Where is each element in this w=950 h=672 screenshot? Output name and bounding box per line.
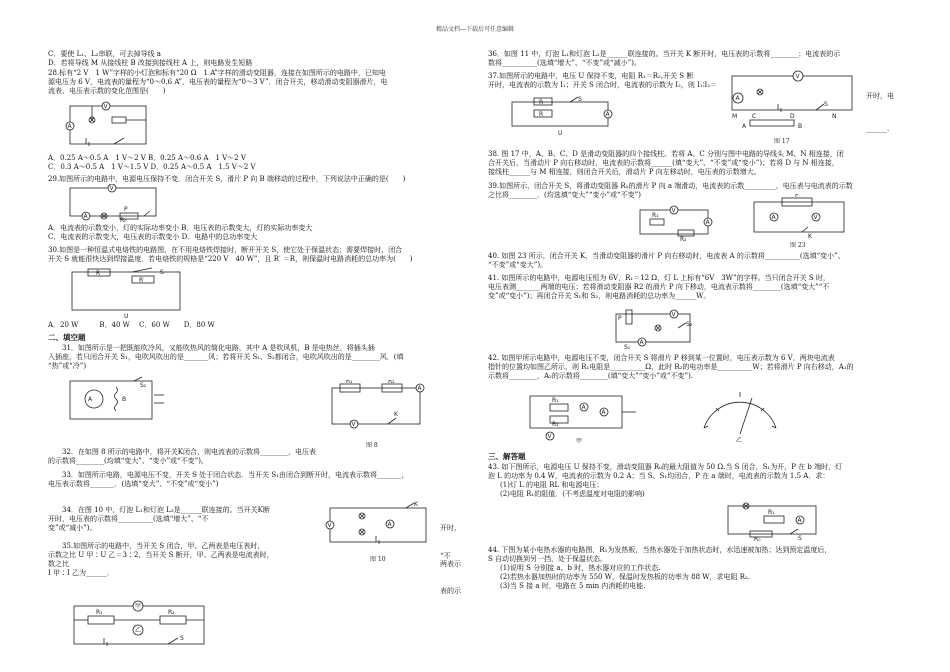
fig8-circuit-figure	[324, 380, 428, 436]
q43-line-1: 43. 如下图所示，电源电压 U 保持不变，滑动变阻器 R₀的最大阻值为 50 Ω.当 S 闭合，S₁为开，P 在 b 端时，灯	[488, 463, 843, 471]
q34-stem	[48, 506, 308, 533]
svg-text:S₂: S₂	[686, 321, 693, 328]
q30-line-1: 30.如图是一种恒温式电烙铁的电路图，在不用电烙铁焊接时，断开开关 S，使它处于保温状态；需要焊接时，闭合	[48, 246, 403, 254]
q41-circuit-figure	[608, 306, 698, 350]
svg-text:R₂: R₂	[388, 380, 395, 385]
q36-line-1: 36．如图 11 中，灯泡 L₁和灯泡 L₂是______联连接的。当开关 K 断开时，电压表的示数将________；电流表的示	[488, 50, 841, 58]
q29-options	[48, 224, 466, 242]
svg-text:甲: 甲	[135, 603, 142, 610]
svg-text:R₁: R₁	[652, 212, 659, 219]
q36-stem	[488, 50, 906, 68]
q42-stem	[488, 354, 906, 381]
svg-text:A: A	[601, 409, 606, 416]
q44-subquestion-3: (3)当 S 接 a 时，电路在 5 min 内消耗的电能.	[500, 582, 646, 591]
q27-options	[48, 50, 466, 68]
q35-tail-2: 表的示	[440, 587, 461, 596]
q32-stem	[48, 448, 466, 466]
svg-text:P: P	[618, 315, 622, 322]
q31-hairdryer-figure	[64, 375, 168, 427]
q37-circuit-figure	[506, 96, 616, 136]
svg-text:S: S	[578, 96, 582, 103]
q35-line-1: 35.如图所示的电路中，当开关 S 闭合，甲、乙两表是电压表时，	[48, 542, 265, 550]
q43-stem	[488, 463, 906, 499]
q28-circuit-figure	[62, 100, 152, 152]
svg-text:A: A	[581, 404, 586, 411]
q41-stem	[488, 274, 906, 301]
q37-tail	[866, 74, 894, 153]
q38-line-3: 接线柱______与 M 相连接，则闭合开关后，滑动片 P 向左移动时，电压表的示数增大。	[488, 168, 761, 177]
q30-options: A．20 W B．40 W C．60 W D．80 W	[48, 321, 215, 329]
q28-line-3: 流表、电压表示数的变化范围是( )	[48, 87, 166, 96]
svg-text:乙: 乙	[736, 437, 743, 444]
q34-line-3: 变”或“减小”)。	[48, 524, 97, 533]
svg-text:V: V	[103, 103, 108, 110]
svg-text:R₂: R₂	[168, 609, 175, 616]
q37-line-1: 37.如图所示的电路中，电压 U 保持不变，电阻 R₁＝R₂,开关 S 断	[488, 72, 694, 80]
svg-text:A: A	[605, 111, 610, 118]
svg-text:乙: 乙	[135, 627, 142, 634]
q40-stem	[488, 252, 906, 270]
q35-line-3: 数之比	[48, 560, 69, 569]
svg-text:A: A	[742, 123, 747, 130]
q37-tail-1: 开时，电	[866, 92, 894, 101]
q32-line-1: 32．在如图 8 所示的电路中，将开关K闭合，则电流表的示数将________，电压表	[48, 448, 317, 456]
q44-stem	[488, 546, 906, 591]
q32-line-2: 的示数将________(均填“变大”、“变小”或“不变”)。	[48, 457, 208, 466]
q43-subquestion-2: (2)电阻 R₁的阻值．(不考虑温度对电阻的影响)	[500, 490, 645, 499]
fig10-caption: 图 10	[370, 556, 386, 563]
page-header: 精品文档---下载后可任意编辑	[435, 26, 515, 33]
svg-text:M: M	[732, 113, 738, 120]
section-answer-questions: 三、解答题	[488, 452, 526, 461]
svg-text:A: A	[705, 219, 710, 226]
q44-line-2: S 自动切换到另一挡，处于保温状态。	[488, 555, 608, 564]
svg-text:A: A	[771, 214, 776, 221]
q33-line-1: 33．如图所示电路，电源电压不变，开关 S 处于闭合状态．当开关 S₁由闭合到断开时，电流表示数将_______，	[48, 471, 409, 479]
q28-options-ab: A．0.25 A～0.5 A 1 V～2 V B．0.25 A～0.6 A 1 V～2 V	[48, 154, 246, 162]
svg-text:K: K	[414, 501, 418, 508]
svg-text:V: V	[813, 214, 818, 221]
svg-text:V: V	[351, 421, 356, 428]
q41-line-1: 41. 如图所示的电路中，电源电压恒为 6V，R₁＝12 Ω，灯 L 上标有“6V 3W”的字样。当只闭合开关 S 时，	[488, 274, 830, 282]
svg-text:R₁: R₁	[552, 397, 559, 404]
svg-text:A: A	[735, 95, 740, 102]
q35-stem	[48, 542, 308, 578]
svg-text:R₁: R₁	[768, 509, 775, 516]
q42-line-2: 指针的位置均如图乙所示，则 R₁电阻是__________Ω，此时 R₂的电功率是__________W；若将滑片 P 向右移动，A₁的	[488, 363, 854, 372]
q36-line-2: 数将__________(选填“增大”、“不变”或“减小”)。	[488, 59, 641, 68]
q33-line-2: 电压表示数将_______．(选填“变大”、“不变”或“变小”)	[48, 480, 219, 489]
q34-tail-1: 开时，	[440, 524, 461, 533]
svg-text:S₁: S₁	[624, 344, 631, 350]
svg-text:P: P	[795, 194, 799, 199]
q35-line-4: I 甲∶I 乙为______．	[48, 569, 114, 578]
q31-line-1: 31．如图所示是一把既能吹冷风，又能吹热风的简化电路，其中 A 是吹风机，B 是电热丝．将插头插	[48, 344, 375, 352]
q38-stem	[488, 150, 906, 177]
svg-text:V: V	[547, 433, 552, 440]
svg-text:A: A	[639, 339, 644, 346]
svg-text:V: V	[327, 522, 332, 529]
q39-line-1: 39.如图所示，闭合开关 S，将滑动变阻器 R₂的滑片 P 向 a 端滑动，电流表的示数_________，电压表与电流表的示数	[488, 182, 853, 190]
q27-option-c: C．要使 L₁、L₂串联，可去掉导线 a	[48, 50, 161, 58]
q35-tail-1: 两表示	[440, 560, 461, 569]
q34-tail-2: “不	[440, 552, 451, 561]
q35-line-2: 示数之比 U 甲∶U 乙＝3∶2，当开关 S 断开，甲、乙两表是电流表时，	[48, 551, 274, 560]
q42-circuit-figure-jia	[520, 390, 644, 444]
q37-tail-2: ______.	[866, 125, 890, 134]
svg-text:A: A	[797, 517, 802, 524]
svg-text:N: N	[832, 113, 837, 120]
q34-line-1: 34．在图 10 中，灯泡 L₁和灯泡 L₂是______联连接的。当开关K断	[48, 506, 270, 514]
svg-text:R′: R′	[139, 277, 145, 284]
q42-line-3: 示数将________，A₂的示数将________(填“变大”“变小”或“不变”).	[488, 372, 694, 381]
q44-line-1: 44. 下图为某小电热水器的电路图，R₁为发热板，当热水器处于加热状态时，水迅速被加热；达到预定温度后，	[488, 546, 832, 554]
q37-stem	[488, 72, 738, 90]
svg-text:C: C	[752, 113, 757, 120]
fig23-circuit-figure	[746, 194, 852, 240]
q43-subquestion-1: (1)灯 L 的电阻 RL 和电源电压；	[500, 481, 604, 490]
q30-line-2: 开关 S 就能很快达到焊接温度．若电烙铁的规格是“220 V 40 W”，且 R′ ＝R，则保温时电路消耗的总功率为( )	[48, 255, 413, 264]
q43-circuit-figure	[720, 498, 824, 542]
svg-text:B: B	[798, 123, 803, 130]
svg-text:A: A	[387, 521, 392, 528]
q44-subquestion-1: (1)说明 S 分别接 a、b 时，热水器对应的工作状态.	[500, 564, 661, 573]
svg-text:R: R	[539, 111, 544, 118]
q29-stem: 29.如图所示的电路中，电源电压保持不变．闭合开关 S，滑片 P 向 B 端移动的过程中，下列说法中正确的是( )	[48, 175, 406, 183]
svg-text:甲: 甲	[576, 438, 583, 444]
q30-circuit-figure	[66, 266, 186, 318]
svg-text:A: A	[88, 396, 93, 403]
q39-circuit-figure	[634, 202, 714, 242]
fig8-caption: 图 8	[366, 442, 378, 449]
q30-stem	[48, 246, 466, 264]
svg-text:S: S	[798, 535, 802, 542]
svg-text:R₀: R₀	[754, 536, 761, 542]
svg-text:R₁: R₁	[346, 380, 353, 385]
fig23-caption: 图 23	[790, 242, 806, 249]
svg-text:S: S	[180, 635, 184, 642]
svg-text:P: P	[124, 206, 128, 213]
svg-text:V: V	[671, 207, 676, 214]
q43-line-2: 泡 L 的功率为 0.4 W，电流表的示数为 0.2 A；当 S、S₁均闭合，P 在 a 端时，电流表的示数为 1.5 A．求：	[488, 472, 830, 481]
svg-text:S₂: S₂	[140, 382, 147, 389]
q38-line-2: 合开关后，当滑动片 P 向右移动时，电流表的示数将______(填“变大”、“不变”或“变小”)；若将 D 与 N 相连接，	[488, 159, 839, 168]
svg-text:R₂: R₂	[552, 421, 559, 428]
svg-text:K: K	[808, 233, 812, 240]
q37-line-2: 开时，电流表的示数为 I₁；开关 S 闭合时，电流表的示数为 I₂，则 I₁∶I₂＝	[488, 81, 718, 90]
svg-text:B: B	[122, 396, 127, 403]
q28-options-cd: C．0.3 A～0.5 A 1 V～1.5 V D．0.25 A～0.5 A 1.5 V～2 V	[48, 163, 256, 172]
q28-line-2: 源电压为 6 V，电流表的量程为“0～0.6 A”，电压表的量程为“0～3 V”．闭合开关，移动滑动变阻器滑片，电	[48, 78, 388, 87]
q38-line-1: 38. 图 17 中，A、B、C、D 是滑动变阻器的四个接线柱。若将 A、C 分别与图中电路的导线头 M、N 相连接，闭	[488, 150, 844, 158]
fig17-caption: 图 17	[774, 138, 790, 145]
q29-options-cd: C．电流表的示数变大，电压表的示数变小 D．电路中的总功率变大	[48, 233, 258, 242]
q34-line-2: 开时，电压表的示数将__________(选填“增大”、“不	[48, 515, 209, 524]
fig10-circuit-figure	[318, 498, 438, 552]
q31-line-2: 入插座，若只闭合开关 S₁，电吹风吹出的是_______风；若将开关 S₁、S₂都闭合，电吹风吹出的是________风．(填	[48, 353, 404, 362]
svg-text:A: A	[417, 385, 422, 392]
q41-line-2: 电压表测_______两端的电压；若将滑动变阻器 R2 的滑片 P 向下移动，电流表示数将________(选填“变大”“不	[488, 283, 830, 292]
q42-line-1: 42. 如图甲所示电路中，电源电压不变，闭合开关 S 将滑片 P 移到某一位置时，电压表示数为 6 V，两块电流表	[488, 354, 835, 362]
q35-tail	[440, 542, 461, 615]
svg-text:A: A	[67, 123, 72, 130]
svg-text:R: R	[539, 99, 544, 106]
svg-text:V: V	[109, 185, 114, 192]
q31-line-3: “热”或“冷”)	[48, 362, 87, 371]
q35-circuit-figure	[64, 598, 214, 650]
section-fill-in-blank: 二、填空题	[48, 333, 86, 342]
q29-options-ab: A．电流表的示数变小，灯的实际功率变小 B．电压表的示数变大，灯的实际功率变大	[48, 224, 313, 232]
q42-ammeter-dial-yi	[694, 388, 786, 444]
svg-text:U: U	[558, 130, 563, 136]
q41-line-3: 变”或“变小”)；再闭合开关 S₁和 S₂，则电路消耗的总功率为______W。	[488, 292, 711, 301]
svg-text:V: V	[795, 73, 800, 80]
q44-subquestion-2: (2)若热水器加热时的功率为 550 W，保温时发热板的功率为 88 W，求电阻 R₂.	[500, 573, 750, 582]
svg-text:D: D	[790, 113, 795, 120]
svg-text:K: K	[394, 411, 398, 418]
svg-text:S: S	[160, 269, 164, 276]
q33-stem	[48, 471, 466, 489]
q28-options	[48, 154, 466, 172]
q39-line-2: 之比将________．(均选填“变大”“变小”或“不变”)	[488, 191, 641, 200]
q31-stem	[48, 344, 466, 371]
svg-text:R₀: R₀	[120, 217, 127, 222]
svg-text:V: V	[671, 311, 676, 318]
svg-text:R: R	[96, 270, 101, 277]
svg-text:S: S	[824, 101, 828, 108]
q28-stem	[48, 69, 466, 96]
q40-line-1: 40. 如图 23 所示，闭合开关 K，当滑动变阻器的滑片 P 向右移动时，电流表 A 的示数将__________(选填“变小”、	[488, 252, 845, 260]
svg-text:R₁: R₁	[96, 609, 103, 616]
svg-text:U: U	[124, 313, 129, 318]
q28-line-1: 28.标有“2 V 1 W”字样的小灯泡和标有“20 Ω 1 A”字样的滑动变阻器，连接在如图所示的电路中，已知电	[48, 69, 386, 77]
svg-text:A: A	[83, 213, 88, 220]
q40-line-2: “不变”或“变大”)。	[488, 261, 548, 270]
q29-circuit-figure	[64, 184, 164, 222]
svg-text:R₂: R₂	[680, 236, 687, 242]
q27-option-d: D．若将导线 M 从接线柱 B 改接到接线柱 A 上，则电路发生短路	[48, 59, 253, 68]
fig17-circuit-figure	[712, 68, 870, 134]
